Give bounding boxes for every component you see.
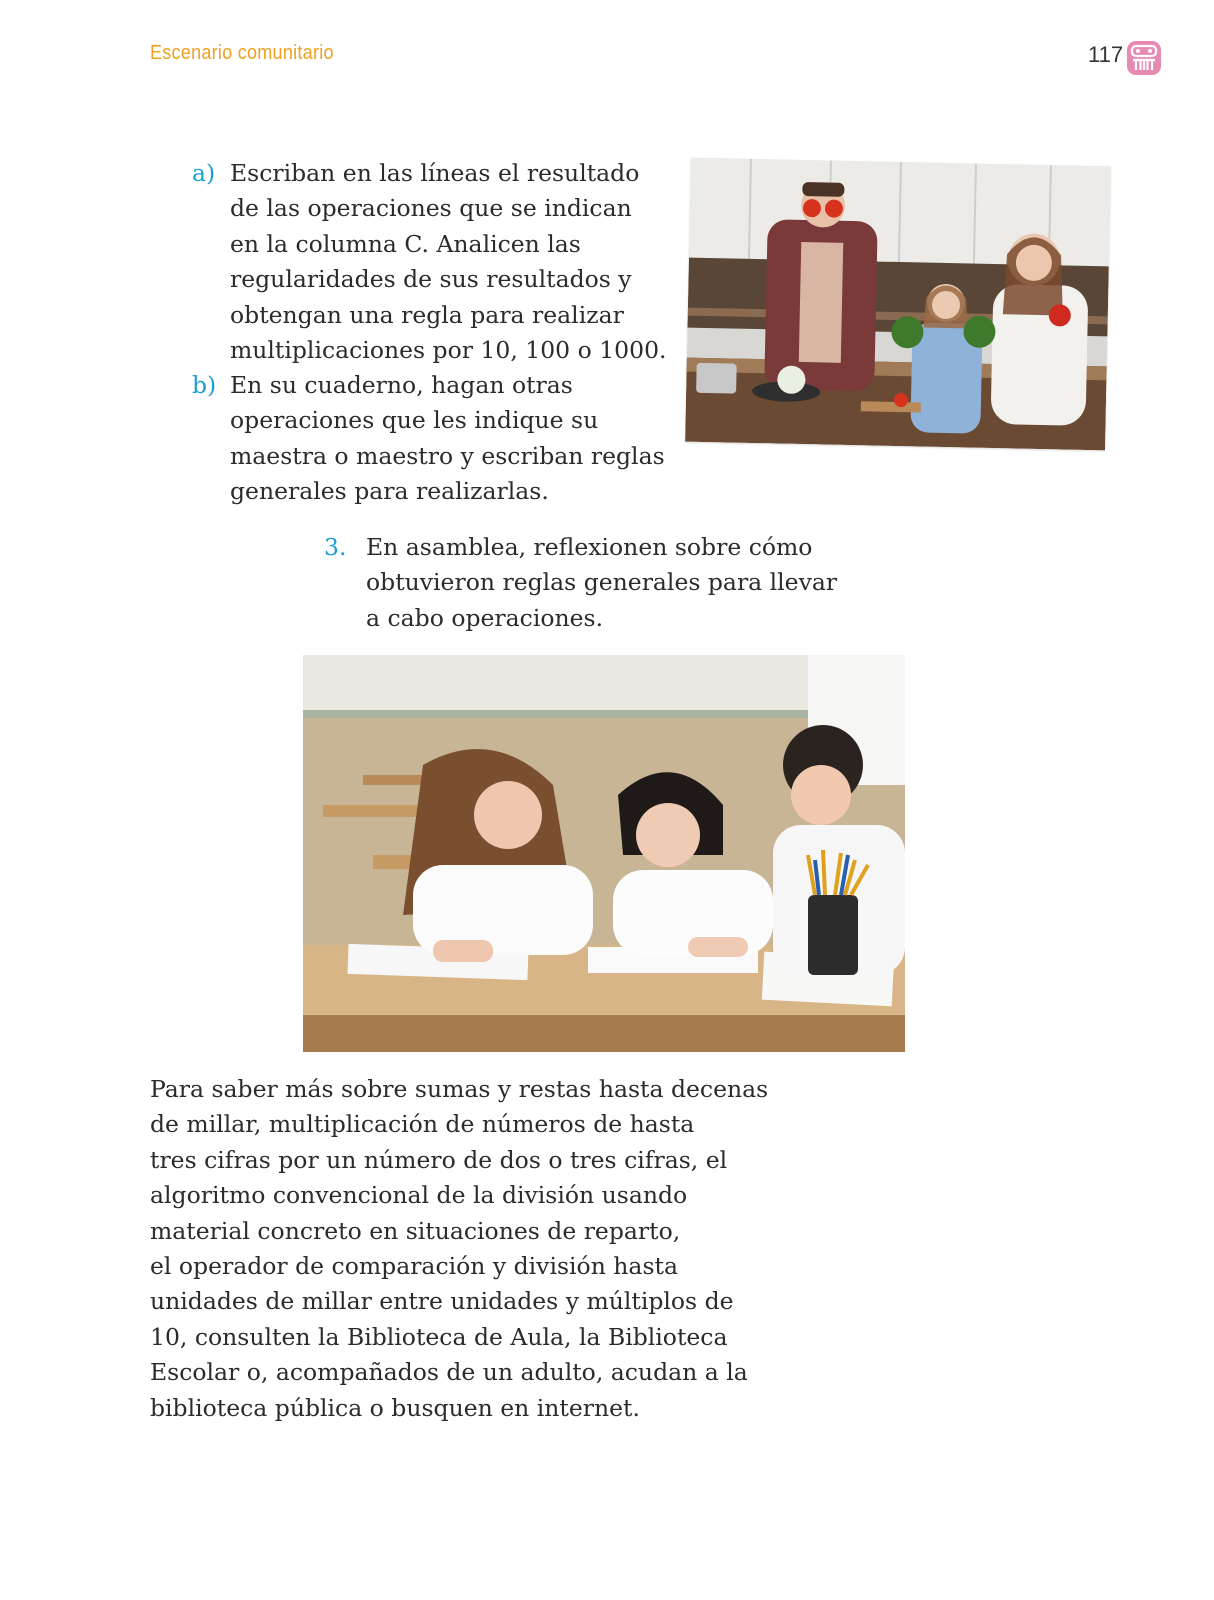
text-line: de las operaciones que se indican [230, 194, 632, 223]
text-line: generales para realizarlas. [230, 477, 549, 506]
text-line: regularidades de sus resultados y [230, 265, 632, 294]
text-line: unidades de millar entre unidades y múltiplos de [150, 1287, 734, 1316]
text-line: material concreto en situaciones de reparto, [150, 1216, 681, 1245]
text-line: de millar, multiplicación de números de hasta [150, 1110, 695, 1139]
item-3-text [366, 530, 837, 636]
item-marker-a: a) [192, 159, 216, 187]
section-title: Escenario comunitario [150, 42, 334, 64]
text-line: algoritmo convencional de la división usando [150, 1181, 688, 1210]
item-marker-3: 3. [324, 533, 347, 561]
item-b-text [230, 368, 665, 510]
text-line: en la columna C. Analicen las [230, 229, 581, 258]
text-line: multiplicaciones por 10, 100 o 1000. [230, 336, 667, 365]
text-line: biblioteca pública o busquen en internet. [150, 1393, 640, 1422]
codex-glyph-icon [1126, 40, 1162, 76]
text-line: Escriban en las líneas el resultado [230, 159, 640, 187]
item-a-text [230, 156, 667, 368]
text-line: Para saber más sobre sumas y restas hasta decenas [150, 1075, 769, 1103]
text-line: a cabo operaciones. [366, 603, 604, 632]
text-line: En asamblea, reflexionen sobre cómo [366, 533, 813, 561]
text-line: tres cifras por un número de dos o tres cifras, el [150, 1145, 728, 1174]
text-line: operaciones que les indique su [230, 406, 599, 435]
text-line: En su cuaderno, hagan otras [230, 371, 573, 399]
text-line: 10, consulten la Biblioteca de Aula, la Biblioteca [150, 1322, 728, 1351]
item-marker-b: b) [192, 371, 217, 399]
classroom-children-photo [303, 655, 905, 1052]
text-line: el operador de comparación y división hasta [150, 1252, 678, 1281]
text-line: obtuvieron reglas generales para llevar [366, 568, 838, 597]
family-kitchen-photo [685, 158, 1111, 451]
closing-paragraph [150, 1072, 768, 1426]
text-line: obtengan una regla para realizar [230, 300, 624, 329]
text-line: maestra o maestro y escriban reglas [230, 441, 665, 470]
text-line: Escolar o, acompañados de un adulto, acudan a la [150, 1358, 748, 1387]
page-number: 117 [1088, 42, 1124, 67]
